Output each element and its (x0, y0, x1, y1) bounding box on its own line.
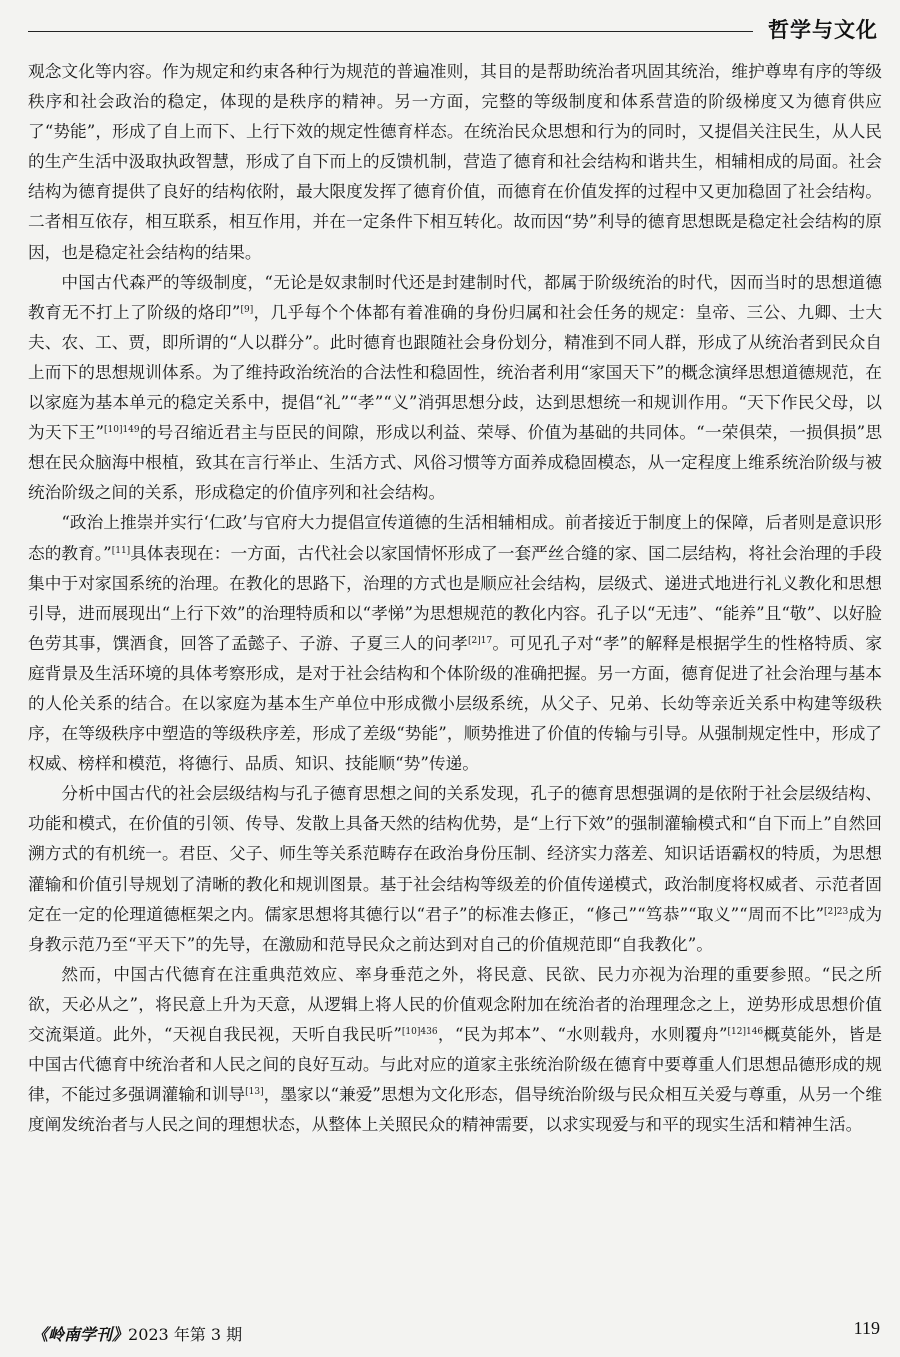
citation-marker: [13] (245, 1087, 264, 1098)
citation-marker: [2]23 (824, 906, 849, 917)
text-run: 的号召缩近君主与臣民的间隙，形成以利益、荣辱、价值为基础的共同体。“一荣俱荣，一损俱损”思想在民众脑海中根植，致其在言行举止、生活方式、风俗习惯等方面养成稳固模态，从一定程度上维系统治阶级与被统治阶级之间的关系，形成稳定的价值序列和社会结构。 (28, 422, 883, 503)
citation-marker: [11] (111, 545, 131, 556)
paragraph (28, 959, 882, 1140)
text-run: 分析中国古代的社会层级结构与孔子德育思想之间的关系发现，孔子的德育思想强调的是依附于社会层级结构、功能和模式，在价值的引领、传导、发散上具备天然的结构优势，是“上行下效”的强制灌输模式和“自下而上”自然回溯方式的有机统一。君臣、父子、师生等关系范畴存在政治身份压制、经济实力落差、知识话语霸权的特质，为思想灌输和价值引导规划了清晰的教化和规训图景。基于社会结构等级差的价值传递模式，政治制度将权威者、示范者固定在一定的伦理道德框架之内。儒家思想将其德行以“君子”的标准去修正，“修己”“笃恭”“取义”“周而不比” (28, 783, 882, 924)
text-run: ，几乎每个个体都有着准确的身份归属和社会任务的规定：皇帝、三公、九卿、士大夫、农、工、贾，即所谓的“人以群分”。此时德育也跟随社会身份划分，精准到不同人群，形成了从统治者到民众自上而下的思想规训体系。为了维持政治统治的合法性和稳固性，统治者利用“家国天下”的概念演绎思想道德规范，在以家庭为基本单元的稳定关系中，提倡“礼”“孝”“义”消弭思想分歧，达到思想统一和规训作用。“天下作民父母，以为天下王” (28, 301, 883, 443)
journal-issue: 2023 年第 3 期 (128, 1325, 243, 1344)
paragraph (28, 507, 882, 778)
paragraph (28, 267, 882, 508)
citation-marker: [9] (240, 304, 254, 315)
text-run: 。可见孔子对“孝”的解释是根据学生的性格特质、家庭背景及生活环境的具体考察形成，是对于社会结构和个体阶级的准确把握。另一方面，德育促进了社会治理与基本的人伦关系的结合。在以家庭为基本生产单位中形成微小层级系统，从父子、兄弟、长幼等亲近关系中构建等级秩序，在等级秩序中塑造的等级秩序差，形成了差级“势能”，顺势推进了价值的传输与引导。从强制规定性中，形成了权威、榜样和模范，将德行、品质、知识、技能顺“势”传递。 (28, 632, 883, 774)
citation-marker: [12]146 (727, 1027, 764, 1037)
text-run: 然而，中国古代德育在注重典范效应、率身垂范之外，将民意、民欲、民力亦视为治理的重要参照。“民之所欲，天必从之”，将民意上升为天意，从逻辑上将人民的价值观念附加在统治者的治理理念之上，逆势形成思想价值交流渠道。此外，“天视自我民视，天听自我民听” (28, 963, 882, 1044)
paragraph (28, 56, 882, 267)
text-run: ，“民为邦本”、“水则载舟，水则覆舟” (437, 1024, 728, 1044)
citation-marker: [10]149 (103, 425, 140, 436)
section-title: 哲学与文化 (768, 18, 878, 42)
text-run: ，墨家以“兼爱”思想为文化形态，倡导统治阶级与民众相互关爱与尊重，从另一个维度阐发统治者与人民之间的理想状态，从整体上关照民众的精神需要，以求实现爱与和平的现实生活和精神生活。 (28, 1084, 883, 1135)
text-run: 具体表现在：一方面，古代社会以家国情怀形成了一套严丝合缝的家、国二层结构，将社会治理的手段集中于对家国系统的治理。在教化的思路下，治理的方式也是顺应社会结构，层级式、递进式地进行礼义教化和思想引导，进而展现出“上行下效”的治理特质和以“孝悌”为思想规范的教化内容。孔子以“无违”、“能养”且“敬”、以好脸色劳其事，馔酒食，回答了孟懿子、子游、子夏三人的问孝 (28, 542, 882, 653)
text-run: 概莫能外，皆是中国古代德育中统治者和人民之间的良好互动。与此对应的道家主张统治阶级在德育中要尊重人们思想品德形成的规律，不能过多强调灌输和训导 (28, 1024, 883, 1105)
journal-name: 《岭南学刊》 (32, 1325, 129, 1344)
header-rule (28, 31, 753, 32)
citation-marker: [10]436 (401, 1027, 438, 1037)
paragraph (28, 778, 882, 959)
page-number: 119 (853, 1318, 880, 1338)
article-body (28, 56, 882, 1139)
text-run: “政治上推崇并实行‘仁政’与官府大力提倡宣传道德的生活相辅相成。前者接近于制度上的保障，后者则是意识形态的教育。” (28, 512, 882, 563)
text-run: 观念文化等内容。作为规定和约束各种行为规范的普遍准则，其目的是帮助统治者巩固其统治，维护尊卑有序的等级秩序和社会政治的稳定，体现的是秩序的精神。另一方面，完整的等级制度和体系营造的阶级梯度又为德育供应了“势能”，形成了自上而下、上行下效的规定性德育样态。在统治民众思想和行为的同时，又提倡关注民生，从人民的生产生活中汲取执政智慧，形成了自下而上的反馈机制，营造了德育和社会结构和谐共生，相辅相成的局面。社会结构为德育提供了良好的结构依附，最大限度发挥了德育价值，而德育在价值发挥的过程中又更加稳固了社会结构。二者相互依存，相互联系，相互作用，并在一定条件下相互转化。故而因“势”利导的德育思想既是稳定社会结构的原因，也是稳定社会结构的结果。 (28, 61, 882, 262)
journal-footer (32, 1322, 242, 1345)
text-run: 成为身教示范乃至“平天下”的先导，在激励和范导民众之前达到对自己的价值规范即“自我教化”。 (28, 903, 883, 954)
citation-marker: [2]17 (467, 635, 493, 646)
text-run: 中国古代森严的等级制度，“无论是奴隶制时代还是封建制时代，都属于阶级统治的时代，因而当时的思想道德教育无不打上了阶级的烙印” (28, 271, 882, 322)
